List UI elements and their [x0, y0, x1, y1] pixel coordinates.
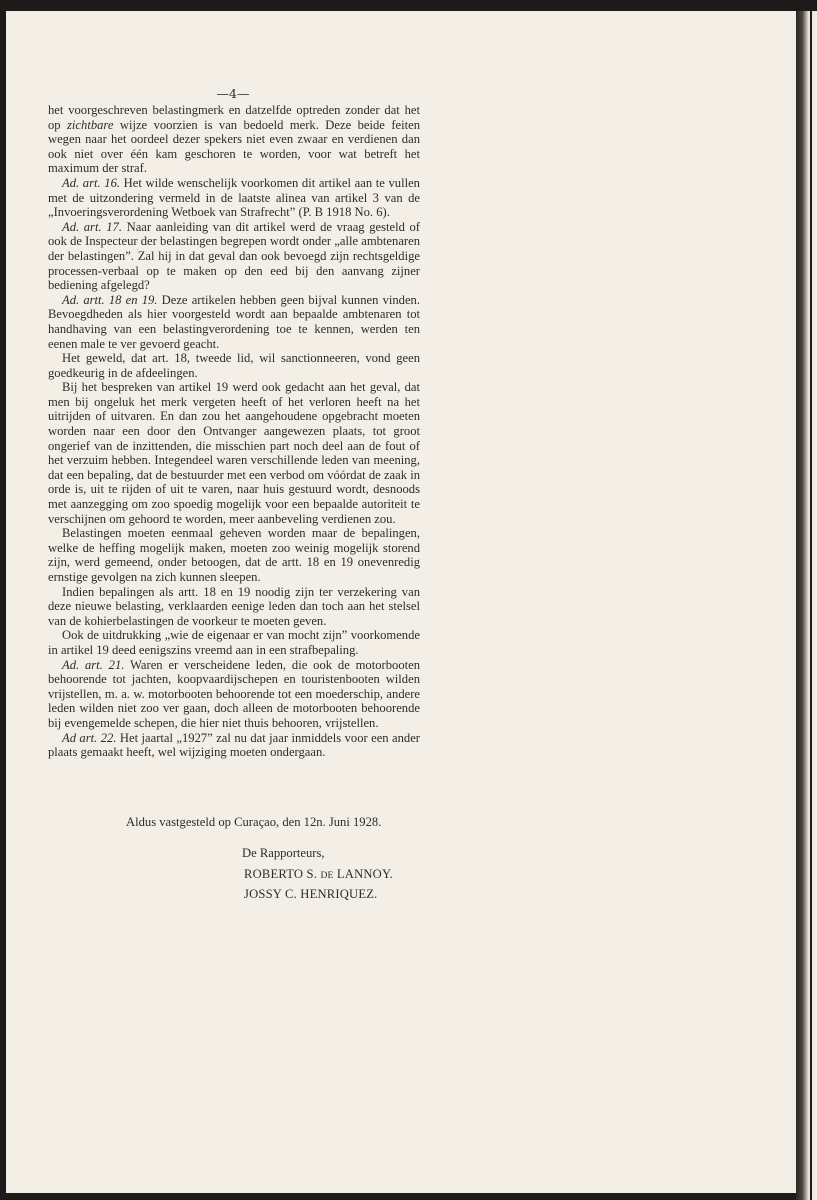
paragraph: [48, 103, 420, 176]
paragraph-text: het voorgeschreven belastingmerk en datzelfde optreden zonder dat het op: [48, 103, 420, 132]
paragraph-text: wijze voorzien is van bedoeld merk. Deze beide feiten wegen naar het oordeel dezer spekers niet even zwaar en verdienen dan ook niet over één kam geschoren te worden, voor wat betreft het maximum der straf.: [48, 117, 420, 176]
article-reference: Ad. art. 21.: [62, 657, 125, 672]
paragraph-text: Indien bepalingen als artt. 18 en 19 noodig zijn ter verzekering van deze nieuwe belasting, verklaarden eenige leden dan toch aan het stelsel van de kohierbelastingen de voorkeur te moeten geven.: [48, 584, 420, 628]
report-body: [48, 103, 420, 760]
paragraph-text: Ook de uitdrukking „wie de eigenaar er van mocht zijn” voorkomende in artikel 19 deed eenigszins vreemd aan in een strafbepaling.: [48, 628, 420, 657]
paragraph: [48, 526, 420, 584]
paragraph: [48, 628, 420, 657]
article-reference: Ad. artt. 18 en 19.: [62, 292, 158, 307]
paragraph-text: Deze artikelen hebben geen bijval kunnen vinden. Bevoegdheden als hier voorgesteld wordt aan bepaalde ambtenaren tot handhaving van een belastingverordening toe te kennen, werden ten eenen male te ver gevoerd geacht.: [48, 292, 420, 351]
paragraph: [48, 176, 420, 220]
paragraph: [48, 585, 420, 629]
paragraph: [48, 658, 420, 731]
paragraph: [48, 731, 420, 760]
paragraph: [48, 380, 420, 526]
article-reference: Ad. art. 16.: [62, 175, 121, 190]
name1-part-a: ROBERTO S.: [244, 867, 318, 881]
closing-date-line: Aldus vastgesteld op Curaçao, den 12n. Juni 1928.: [126, 815, 382, 829]
gutter-line: [810, 11, 812, 1200]
paragraph-text: Belastingen moeten eenmaal geheven worden maar de bepalingen, welke de heffing mogelijk maken, moeten zoo weinig mogelijk storend zijn, werd gemeend, onder betoogen, dat de artt. 18 en 19 onevenredig ernstige gevolgen na zich kunnen sleepen.: [48, 526, 420, 584]
paragraph-text: Bij het bespreken van artikel 19 werd ook gedacht aan het geval, dat men bij ongeluk het merk vergeten heeft of het verloren heeft na het uitrijden of uitvaren. En dan zou het aangehoudene opgebracht moeten worden naar een door den Ontvanger aangewezen plaats, tot groot ongerief van de inzittenden, die misschien part noch deel aan de fout of het verzuim hebben. Integendeel waren verschillende leden van meening, dat een bepaling, dat de bestuurder met een verbod om vóórdat de zaak in orde is, uit te rijden of uit te varen, naar huis gestuurd wordt, desnoods met aanzegging om zoo spoedig mogelijk voor een bepaalde autoriteit te verschijnen om gehoord te worden, meer aanbeveling verdienen zou.: [48, 380, 420, 526]
name1-part-b: LANNOY.: [336, 867, 393, 881]
name1-particle: DE: [320, 871, 334, 881]
rapporteur-name-1: [48, 867, 616, 882]
paragraph-text: Waren er verscheidene leden, die ook de motorbooten behoorende tot jachten, koopvaardijschepen en touristenbooten wilden vrijstellen, m. a. w. motorbooten behoorende tot een moederschip, andere leden wilden niet zoo ver gaan, doch alleen de motorbooten behoorende bij evengemelde schepen, die hier niet thuis behooren, vrijstellen.: [48, 657, 421, 730]
paragraph-text: Het geweld, dat art. 18, tweede lid, wil sanctionneeren, vond geen goedkeurig in de afdeelingen.: [48, 351, 420, 380]
paragraph-text: Het jaartal „1927” zal nu dat jaar inmiddels voor een ander plaats gemaakt heeft, wel wijziging moeten ondergaan.: [48, 730, 421, 760]
page-number: —4—: [216, 86, 250, 101]
page-gutter: [796, 11, 817, 1200]
article-reference: Ad art. 22.: [62, 730, 117, 745]
article-reference: zichtbare: [67, 117, 114, 132]
paragraph-text: Het wilde wenschelijk voorkomen dit artikel aan te vullen met de uitzondering vermeld in de laatste alinea van artikel 3 van de „Invoeringsverordening Wetboek van Strafrecht” (P. B 1918 No. 6).: [48, 175, 420, 220]
paragraph-text: Naar aanleiding van dit artikel werd de vraag gesteld of ook de Inspecteur der belastingen begrepen wordt onder „alle ambtenaren der belastingen”. Zal hij in dat geval dan ook bevoegd zijn rechtsgeldige processen-verbaal op te maken op den eed bij den aanvang zijner bediening afgelegd?: [48, 219, 420, 293]
paragraph: [48, 293, 420, 351]
paragraph: [48, 220, 420, 293]
rapporteur-name-2: JOSSY C. HENRIQUEZ.: [244, 887, 378, 901]
rapporteurs-heading: De Rapporteurs,: [242, 846, 325, 860]
article-reference: Ad. art. 17.: [62, 219, 122, 234]
paragraph: [48, 351, 420, 380]
